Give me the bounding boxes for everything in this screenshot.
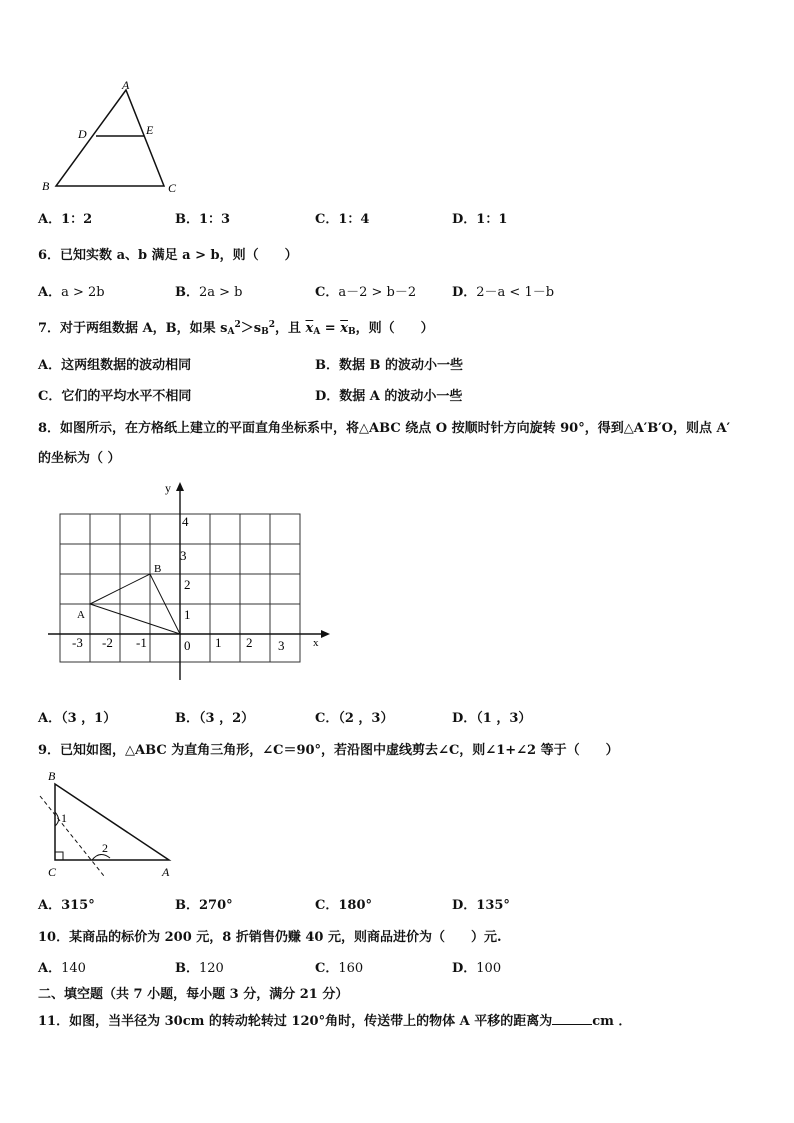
q8-option-b: B．（3 ，2） xyxy=(175,711,255,726)
q5-option-a: A．1：2 xyxy=(38,212,93,227)
q7-option-d: D．数据 A 的波动小一些 xyxy=(315,389,463,404)
q8-y-tick: 2 xyxy=(184,577,191,592)
q5-label-d: D xyxy=(78,127,87,141)
q5-option-d: D．1：1 xyxy=(452,212,508,227)
q6-option-c: C．a－2 > b－2 xyxy=(315,285,417,300)
q8-origin-label: 0 xyxy=(184,638,191,653)
q7-option-c: C．它们的平均水平不相同 xyxy=(38,389,192,404)
q9-angle-2-label: 2 xyxy=(102,841,108,855)
q9-label-c: C xyxy=(48,865,57,879)
q9-angle-1-label: 1 xyxy=(61,811,67,825)
q9-option-a: A．315° xyxy=(38,898,95,913)
q8-x-tick: 1 xyxy=(215,635,222,650)
q7-option-b: B．数据 B 的波动小一些 xyxy=(315,358,464,373)
q7-option-a: A．这两组数据的波动相同 xyxy=(38,358,192,373)
q8-point-a-label: A xyxy=(77,609,85,621)
q9-label-a: A xyxy=(162,865,170,879)
q8-point-b-label: B xyxy=(154,563,162,575)
q8-x-tick: 2 xyxy=(246,635,253,650)
q5-label-b: B xyxy=(42,179,50,193)
q9-option-c: C．180° xyxy=(315,898,372,913)
q9-option-d: D．135° xyxy=(452,898,510,913)
q8-option-c: C．（2 ，3） xyxy=(315,711,394,726)
q7-stem: 7．对于两组数据 A，B，如果 $s_A^2>s_B^2$，且 $\overline{x}_A = \overline{x}_B$，则（ ） xyxy=(38,320,434,337)
q5-option-b: B．1：3 xyxy=(175,212,231,227)
q10-option-c: C．160 xyxy=(315,961,364,976)
q6-option-a: A．a > 2b xyxy=(38,285,105,300)
q10-option-a: A．140 xyxy=(38,961,86,976)
q8-y-tick: 1 xyxy=(184,607,191,622)
q8-x-tick: -3 xyxy=(72,635,83,650)
q8-option-a: A．（3 ，1） xyxy=(38,711,117,726)
q8-option-d: D．（1 ，3） xyxy=(452,711,532,726)
q8-x-tick: -2 xyxy=(102,635,113,650)
q8-coordinate-grid-figure xyxy=(40,474,340,684)
q9-stem: 9．已知如图，△ABC 为直角三角形，∠C＝90°，若沿图中虚线剪去∠C，则∠1+∠2 等于（ ） xyxy=(38,743,619,758)
q11-answer-blank[interactable] xyxy=(552,1012,592,1025)
q8-y-label: y xyxy=(165,481,171,495)
q6-option-b: B．2a > b xyxy=(175,285,243,300)
q5-label-a: A xyxy=(122,78,130,92)
q9-label-b: B xyxy=(48,769,56,783)
q8-y-tick: 3 xyxy=(180,548,187,563)
q9-cut-line xyxy=(40,796,104,876)
q8-x-label: x xyxy=(313,637,319,649)
q11-stem: 11．如图，当半径为 30cm 的转动轮转过 120°角时，传送带上的物体 A 平移的距离为 cm ． xyxy=(38,1014,632,1029)
q10-stem: 10．某商品的标价为 200 元，8 折销售仍赚 40 元，则商品进价为（ ）元. xyxy=(38,930,502,945)
q9-option-b: B．270° xyxy=(175,898,233,913)
q6-stem: 6．已知实数 a、b 满足 a > b，则（ ） xyxy=(38,248,298,263)
q5-option-c: C．1：4 xyxy=(315,212,370,227)
q5-label-e: E xyxy=(146,123,154,137)
q6-option-d: D．2－a < 1－b xyxy=(452,285,555,300)
q10-option-b: B．120 xyxy=(175,961,224,976)
q9-right-triangle-figure xyxy=(34,764,184,880)
q8-stem-line2: 的坐标为（ ） xyxy=(38,451,121,466)
q8-stem-line1: 8．如图所示，在方格纸上建立的平面直角坐标系中，将△ABC 绕点 O 按顺时针方向旋转 90°，得到△A′B′O，则点 A′ xyxy=(38,421,731,436)
q5-triangle-figure xyxy=(36,76,186,198)
q10-option-d: D．100 xyxy=(452,961,502,976)
q8-x-tick: -1 xyxy=(136,635,147,650)
q5-label-c: C xyxy=(168,181,177,195)
q8-y-tick: 4 xyxy=(182,514,189,529)
q8-x-tick: 3 xyxy=(278,638,285,653)
section-2-title: 二、填空题（共 7 小题，每小题 3 分，满分 21 分） xyxy=(38,987,349,1002)
